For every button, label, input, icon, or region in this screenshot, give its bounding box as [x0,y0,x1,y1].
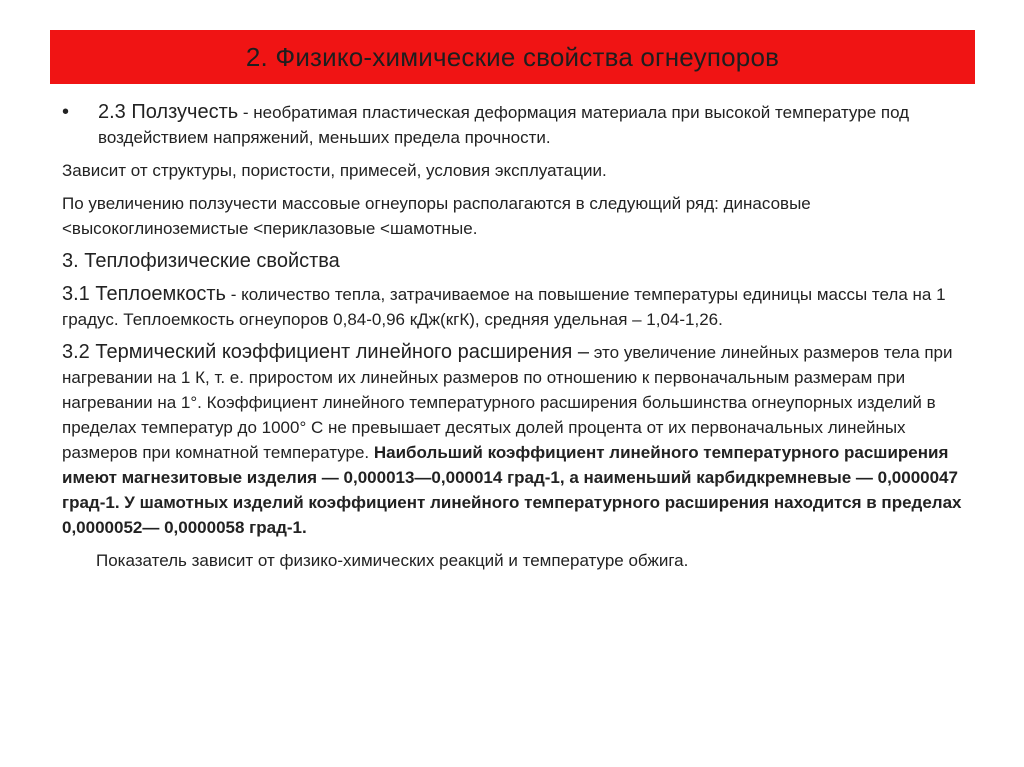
heat-capacity-lead: 3.1 Теплоемкость [62,283,226,305]
expansion-text: это увеличение линейных размеров тела при нагревании на 1 К, т. е. приростом их линейных размеров по отношению к первоначальным размерам при нагревании на 1°. Коэффициент линейного температурного расширения большинства огнеупорных изделий в пределах температур до 1000° С не превышает десятых долей процента от их первоначальных линейных размеров при комнатной температуре. [62,343,953,462]
slide-title: 2. Физико-химические свойства огнеупоров [245,41,780,72]
title-bar [50,30,975,84]
bullet-creep [62,100,972,150]
bullet-icon: • [62,101,70,123]
paragraph-series: По увеличению ползучести массовые огнеупоры располагаются в следующий ряд: динасовые <высокоглиноземистые <периклазовые <шамотные. [62,194,811,238]
creep-lead: 2.3 Ползучесть [98,101,239,123]
expansion-lead: 3.2 Термический коэффициент линейного расширения – [62,341,590,363]
paragraph-heat-capacity [62,282,972,332]
slide-content [62,100,972,581]
heat-capacity-text: - количество тепла, затрачиваемое на повышение температуры единицы массы тела на 1 градус. Теплоемкость огнеупоров 0,84-0,96 кДж(кгК), средняя удельная – 1,04-1,26. [62,285,946,329]
creep-text: - необратимая пластическая деформация материала при высокой температуре под воздействием напряжений, меньших предела прочности. [98,103,910,147]
paragraph-expansion [62,340,972,540]
paragraph-indicator: Показатель зависит от физико-химических реакций и температуре обжига. [96,551,689,570]
creep-definition [98,100,972,150]
expansion-bold-text: Наибольший коэффициент линейного температурного расширения имеют магнезитовые изделия — 0,000013—0,000014 град-1, а наименьший карбидкремневые — 0,0000047 град-1. У шамотных изделий коэффициент линейного температурного расширения находится в пределах 0,0000052— 0,0000058 град-1. [62,443,962,537]
heading-thermophysical: 3. Теплофизические свойства [62,250,340,272]
paragraph-depends: Зависит от структуры, пористости, примесей, условия эксплуатации. [62,161,607,180]
